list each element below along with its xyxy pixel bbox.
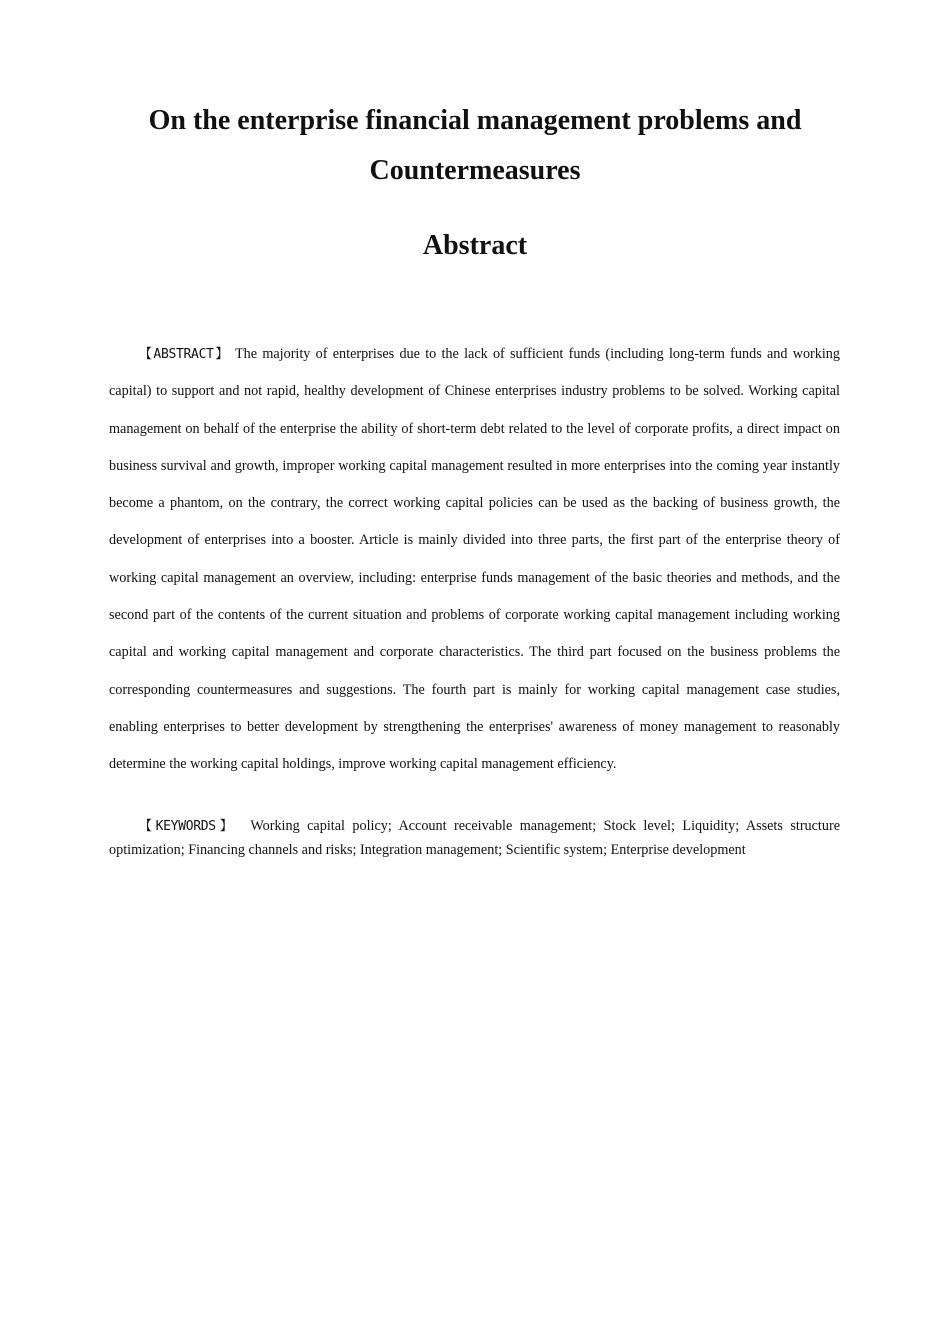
title-line-1: On the enterprise financial management problems and — [148, 105, 802, 136]
keywords-paragraph — [109, 815, 840, 862]
abstract-paragraph — [109, 336, 840, 784]
abstract-label: 【ABSTRACT】 — [139, 347, 230, 362]
section-heading: Abstract — [422, 230, 528, 261]
keywords-label: 【KEYWORDS】 — [139, 819, 237, 834]
document-title — [100, 96, 850, 196]
title-line-2: Countermeasures — [369, 155, 581, 186]
keywords-text: Working capital policy; Account receivable management; Stock level; Liquidity; Assets structure optimization; Financing channels and risks; Integration management; Scientific system; Enterprise development — [109, 818, 840, 858]
abstract-text: The majority of enterprises due to the lack of sufficient funds (including long-term funds and working capital) to support and not rapid, healthy development of Chinese enterprises industry problems to be solved. Working capital management on behalf of the enterprise the ability of short-term debt related to the level of corporate profits, a direct impact on business survival and growth, improper working capital management resulted in more enterprises into the coming year instantly become a phantom, on the contrary, the correct working capital policies can be used as the backing of business growth, the development of enterprises into a booster. Article is mainly divided into three parts, the first part of the enterprise theory of working capital management an overview, including: enterprise funds management of the basic theories and methods, and the second part of the contents of the current situation and problems of corporate working capital management including working capital and working capital management and corporate characteristics. The third part focused on the business problems the corresponding countermeasures and suggestions. The fourth part is mainly for working capital management case studies, enabling enterprises to better development by strengthening the enterprises' awareness of money management to reasonably determine the working capital holdings, improve working capital management efficiency. — [109, 346, 840, 773]
